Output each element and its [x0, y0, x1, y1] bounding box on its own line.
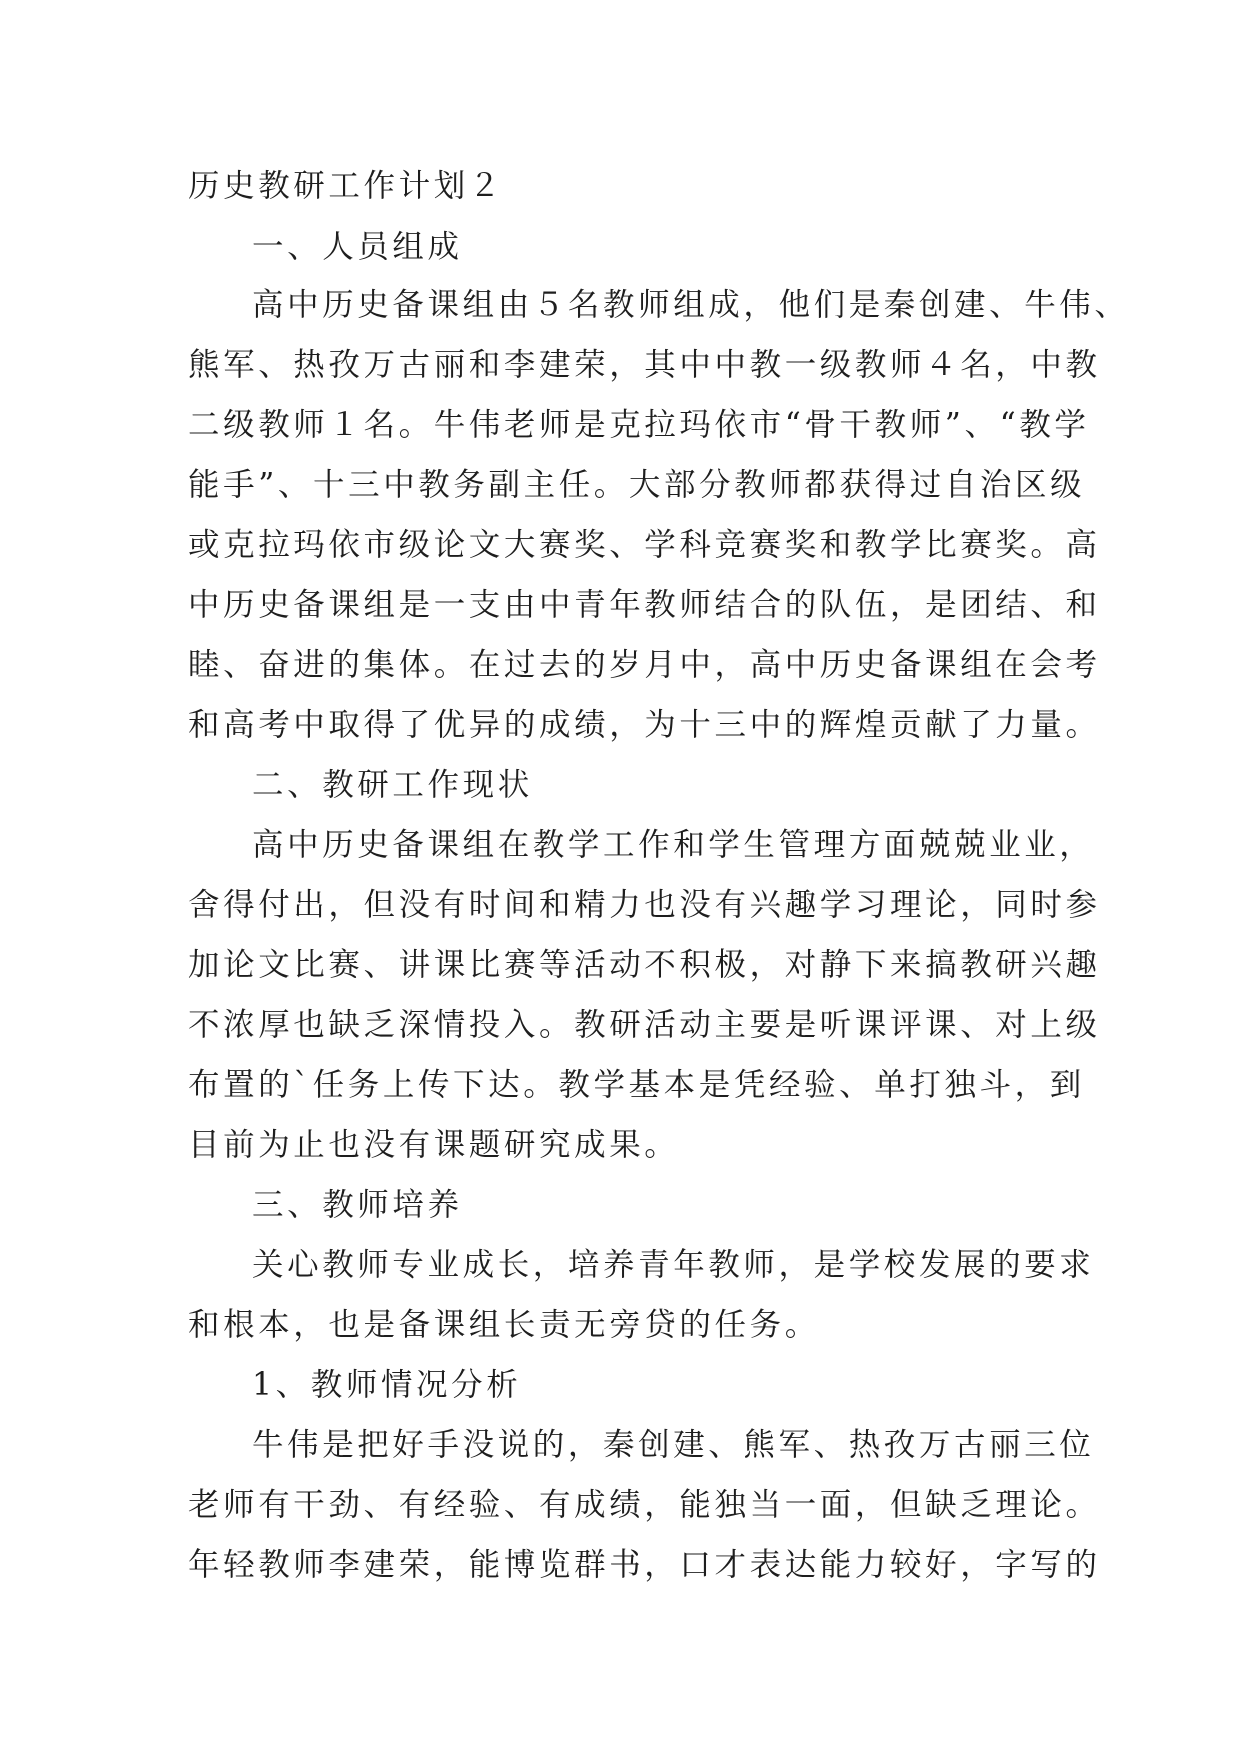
section-heading-training: 三、教师培养 [252, 1187, 463, 1223]
text-line: 布置的`任务上传下达。教学基本是凭经验、单打独斗，到 [188, 1067, 1085, 1103]
text-line: 或克拉玛依市级论文大赛奖、学科竞赛奖和教学比赛奖。高 [188, 527, 1101, 563]
text-line: 加论文比赛、讲课比赛等活动不积极，对静下来搞教研兴趣 [188, 947, 1101, 983]
text-line: 目前为止也没有课题研究成果。 [188, 1127, 680, 1163]
text-line: 不浓厚也缺乏深情投入。教研活动主要是听课评课、对上级 [188, 1007, 1101, 1043]
text-line: 能手”、十三中教务副主任。大部分教师都获得过自治区级 [188, 467, 1086, 503]
text-line: 高中历史备课组由５名教师组成，他们是秦创建、牛伟、 [252, 287, 1130, 323]
text-line: 老师有干劲、有经验、有成绩，能独当一面，但缺乏理论。 [188, 1487, 1101, 1523]
text-line: 熊军、热孜万古丽和李建荣，其中中教一级教师４名，中教 [188, 347, 1101, 383]
text-line: 睦、奋进的集体。在过去的岁月中，高中历史备课组在会考 [188, 647, 1101, 683]
text-line: 和根本，也是备课组长责无旁贷的任务。 [188, 1307, 820, 1343]
subsection-heading-analysis: 1、教师情况分析 [252, 1367, 522, 1403]
text-line: 二级教师１名。牛伟老师是克拉玛依市“骨干教师”、“教学 [188, 407, 1090, 443]
text-line: 牛伟是把好手没说的，秦创建、熊军、热孜万古丽三位 [252, 1427, 1095, 1463]
text-line: 中历史备课组是一支由中青年教师结合的队伍，是团结、和 [188, 587, 1101, 623]
text-line: 舍得付出，但没有时间和精力也没有兴趣学习理论，同时参 [188, 887, 1101, 923]
text-line: 高中历史备课组在教学工作和学生管理方面兢兢业业， [252, 827, 1095, 863]
document-title: 历史教研工作计划２ [188, 168, 504, 204]
section-heading-status: 二、教研工作现状 [252, 767, 533, 803]
text-line: 和高考中取得了优异的成绩，为十三中的辉煌贡献了力量。 [188, 707, 1101, 743]
section-heading-personnel: 一、人员组成 [252, 229, 463, 265]
text-line: 年轻教师李建荣，能博览群书，口才表达能力较好，字写的 [188, 1547, 1101, 1583]
text-line: 关心教师专业成长，培养青年教师，是学校发展的要求 [252, 1247, 1095, 1283]
